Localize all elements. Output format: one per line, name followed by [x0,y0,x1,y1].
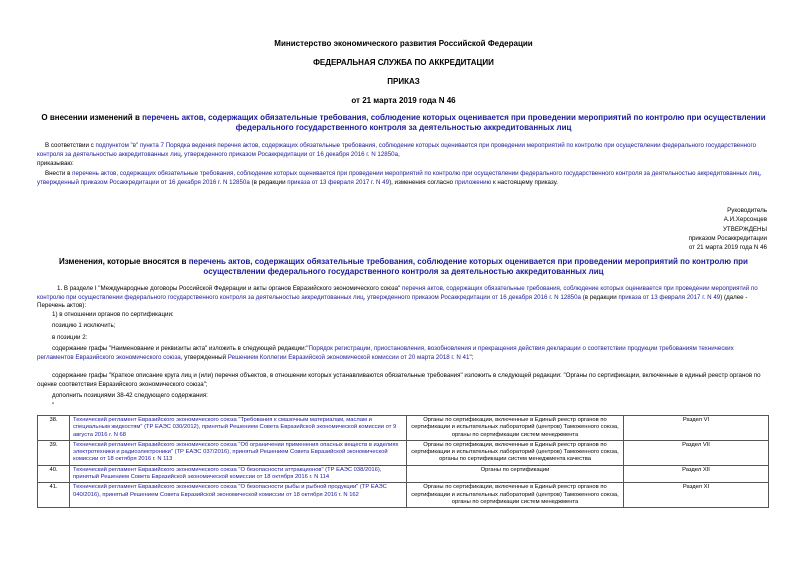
row-act-name[interactable]: Технический регламент Евразийского экономического союза "О безопасности рыбы и рыбной продукции" (ТР ЕАЭС 040/2016), принятый Решением Совета Евразийской экономической комиссии от 18 октября 2016 г. N 162 [70,483,407,508]
row-section: Раздел VII [624,440,769,465]
item1-list-link[interactable]: перечня актов, содержащих обязательные требования, соблюдение которых оценивается при проведении мероприятий по контролю при осуществлении федерального государственного контроля за деятельностью аккредитованных лиц, утвержденного приказом Росаккредитации от 16 декабря 2016 г. N 12850а [37,285,758,301]
approval-word: УТВЕРЖДЕНЫ [723,225,767,233]
annex-title [40,257,767,277]
pos1-line: позицию 1 исключить; [52,322,116,329]
col-name-text-2: , утвержденный [180,353,228,361]
doc-type-heading: ПРИКАЗ [387,77,420,86]
item1-text: 1. В разделе I "Международные договоры Российской Федерации и акты органов Евразийского экономического союза" [57,285,402,292]
decree-list-link[interactable]: перечень актов, содержащих обязательные требования, соблюдение которых оценивается при проведении мероприятий по контролю при осуществлении федерального государственного контроля за деятельностью аккредитованных лиц, утвержденный приказом Росаккредитации от 16 декабря 2016 г. N 12850а [37,170,762,186]
row-number: 40. [38,465,70,483]
ministry-heading: Министерство экономического развития Российской Федерации [274,39,533,48]
item1-paragraph [37,285,769,311]
decree-text-4: к настоящему приказу. [491,178,558,186]
item1-text-2: (в редакции [580,293,619,301]
order-word: приказываю: [37,160,74,167]
row-act-name[interactable]: Технический регламент Евразийского экономического союза "О безопасности аттракционов" (ТР ЕАЭС 038/2016), принятый Решением Совета Евразийской экономической комиссии от 18 октября 2016 г. N 114 [70,465,407,483]
order-title-link[interactable]: перечень актов, содержащих обязательные требования, соблюдение которых оценивается при проведении мероприятий по контролю при осуществлении федерального государственного контроля за деятельностью аккредитованных лиц [142,113,766,132]
positions-table [37,415,769,508]
col-name-decision-link[interactable]: Решением Коллегии Евразийской экономической комиссии от 20 марта 2018 г. N 41 [227,353,470,361]
preamble-paragraph [37,142,769,159]
signature-position: Руководитель [727,207,767,214]
decree-text: Внести в [45,170,73,177]
decree-paragraph [37,170,769,187]
approval-by: приказом Росаккредитации [688,234,767,242]
col-name-text: содержание графы "Наименование и реквизиты акта" изложить в следующей редакции:" [52,345,309,352]
item1-text-3: ) (далее - Перечень актов): [37,293,748,310]
table-row [38,416,769,441]
table-row [38,483,769,508]
preamble-text: В соответствии с [45,142,96,149]
decree-text-2: (в редакции [249,178,288,186]
row-act-name[interactable]: Технический регламент Евразийского экономического союза "Об ограничении применения опасных веществ в изделиях электротехники и радиоэлектроники" (ТР ЕАЭС 037/2016), принятый Решением Совета Евразийской экономической комиссии от 18 октября 2016 г. N 113 [70,440,407,465]
preamble-link[interactable]: подпунктом "в" пункта 7 Порядка ведения перечня актов, содержащих обязательные требования, соблюдение которых оценивается при проведении мероприятий по контролю при осуществлении федерального государственного контроля за деятельностью аккредитованных лиц, утвержденного приказом Росаккредитации от 16 декабря 2016 г. N 12850а [37,142,757,158]
row-organizations: Органы по сертификации, включенные в Единый реестр органов по сертификации и испытательных лабораторий (центров) Таможенного союза, органы по сертификации систем менеджмента [407,416,624,441]
decree-annex-link[interactable]: приложению [454,178,492,186]
row-number: 38. [38,416,70,441]
table-row [38,440,769,465]
col-name-link[interactable]: Порядок регистрации, приостановления, возобновления и прекращения действия декларации о соответствии продукции требованиям технических регламентов Евразийского экономического союза [37,345,734,361]
col-desc-paragraph: содержание графы "Краткое описание круга лиц и (или) перечня объектов, в отношении которых устанавливаются обязательные требования" изложить в следующей редакции: "Органы по сертификации, включенные в единый реестр органов по оценке соответствия Евразийского экономического союза"; [37,372,761,388]
row-organizations: Органы по сертификации [407,465,624,483]
row-number: 39. [38,440,70,465]
row-section: Раздел XII [624,465,769,483]
quote-mark: " [52,402,55,409]
preamble-text-end: , [398,150,400,158]
pos2-line: в позиции 2: [52,334,88,341]
annex-title-prefix: Изменения, которые вносятся в [59,257,189,266]
row-number: 41. [38,483,70,508]
signature-block [567,206,767,252]
row-organizations: Органы по сертификации, включенные в Единый реестр органов по сертификации и испытательных лабораторий (центров) Таможенного союза, органы по сертификации систем менеджмента качества [407,440,624,465]
sub1-line: 1) в отношении органов по сертификации: [52,311,174,318]
table-row [38,465,769,483]
row-section: Раздел XI [624,483,769,508]
row-section: Раздел VI [624,416,769,441]
decree-text-3: ), изменения согласно [389,178,455,186]
agency-heading: ФЕДЕРАЛЬНАЯ СЛУЖБА ПО АККРЕДИТАЦИИ [313,58,494,67]
order-title-prefix: О внесении изменений в [41,113,143,122]
item1-amend-link[interactable]: приказа от 13 февраля 2017 г. N 49 [618,293,721,301]
approval-date: от 21 марта 2019 года N 46 [688,244,767,252]
row-act-name[interactable]: Технический регламент Евразийского экономического союза "Требования к смазочным материалам, маслам и специальным жидкостям" (ТР ЕАЭС 030/2012), принятый Решением Совета Евразийской экономической комиссии от 9 августа 2016 г. N 68 [70,416,407,441]
col-name-text-3: "; [469,353,474,361]
signature-name: А.И.Херсонцев [723,216,767,224]
col-name-paragraph [37,345,769,362]
row-organizations: Органы по сертификации, включенные в Единый реестр органов по сертификации и испытательных лабораторий (центров) Таможенного союза, органы по сертификации систем менеджмента [407,483,624,508]
annex-title-link[interactable]: перечень актов, содержащих обязательные требования, соблюдение которых оценивается при проведении мероприятий по контролю при осуществлении федерального государственного контроля за деятельностью аккредитованных лиц [188,257,748,276]
decree-amend-link[interactable]: приказа от 13 февраля 2017 г. N 49 [287,178,390,186]
add-positions-line: дополнить позициями 38-42 следующего содержания: [52,392,208,399]
doc-date-heading: от 21 марта 2019 года N 46 [351,96,456,105]
order-title [40,113,767,133]
